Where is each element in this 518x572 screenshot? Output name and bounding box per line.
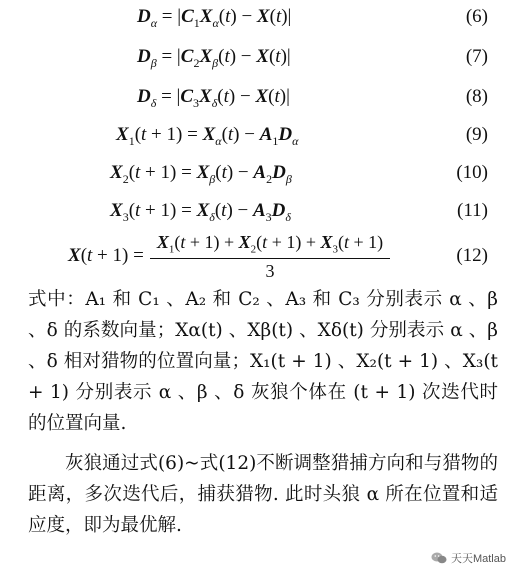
equation-number: (8) xyxy=(465,86,488,107)
equation-7: $D_\beta = |C_2X_\beta(t) - X(t)|$ (7) xyxy=(0,40,518,74)
equation-10: $X_2(t + 1) = X_\beta(t) - A_2D_\beta$ (10) xyxy=(0,156,518,190)
equation-number: (12) xyxy=(456,245,488,266)
fraction: $\frac{X_1(t + 1) + X_2(t + 1) + X_3(t + 1)}{3}$ xyxy=(150,232,390,282)
watermark xyxy=(427,548,510,568)
equation-6: $D_\alpha = |C_1X_\alpha(t) - X(t)|$ (6) xyxy=(0,0,518,34)
wechat-icon xyxy=(431,552,447,564)
explanation-paragraph xyxy=(28,284,498,439)
equation-number: (9) xyxy=(465,124,488,145)
equation-11: $X_3(t + 1) = X_\delta(t) - A_3D_\delta$ (11) xyxy=(0,194,518,228)
equation-9: $X_1(t + 1) = X_\alpha(t) - A_1D_\alpha$ (9) xyxy=(0,118,518,152)
equation-number: (6) xyxy=(465,6,488,27)
equation-number: (10) xyxy=(456,162,488,183)
watermark-text: 天天Matlab xyxy=(450,553,506,565)
explanation-text: 式中：A₁ 和 C₁ 、A₂ 和 C₂ 、A₃ 和 C₃ 分别表示 α 、β 、δ 的系数向量；Xα(t) 、Xβ(t) 、Xδ(t) 分别表示 α 、β 、δ 相对猎物的位置向量；X₁(t + 1) 、X₂(t + 1) 、X₃(t + 1) 分别表示 α 、β 、δ 灰狼个体在 (t + 1) 次迭代时的位置向量. xyxy=(28,289,498,434)
equation-12: X(t + 1) = $\frac{X_1(t + 1) + X_2(t + 1) + X_3(t + 1)}{3}$ (12) xyxy=(68,232,488,281)
equation-number: (11) xyxy=(457,200,488,221)
conclusion-paragraph xyxy=(28,448,498,541)
equation-8: $D_\delta = |C_3X_\delta(t) - X(t)|$ (8) xyxy=(0,80,518,114)
fraction-denominator: 3 xyxy=(265,260,275,281)
equation-number: (7) xyxy=(465,46,488,67)
conclusion-text: 灰狼通过式(6)~式(12)不断调整猎捕方向和与猎物的距离，多次迭代后，捕获猎物. 此时头狼 α 所在位置和适应度，即为最优解. xyxy=(28,453,498,536)
